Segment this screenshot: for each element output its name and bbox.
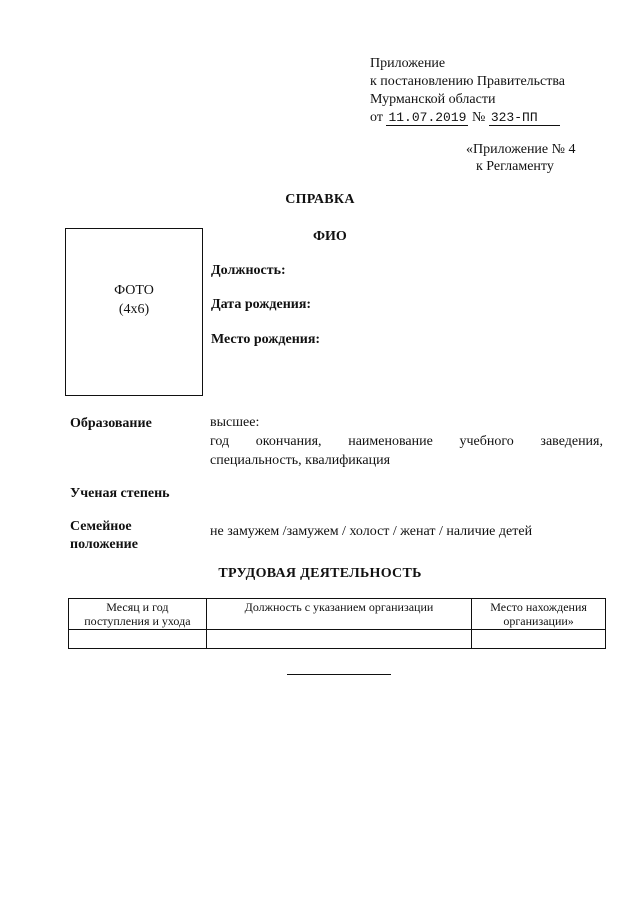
table-row [69, 630, 606, 649]
family-label-line-1: Семейное [70, 519, 132, 534]
header-cell-location: Место нахождения организации» [472, 599, 606, 630]
decree-number: 323-ПП [489, 110, 560, 126]
header-line-2: к постановлению Правительства [370, 74, 566, 89]
header-cell-position: Должность с указанием организации [206, 599, 471, 630]
education-line-1: высшее: [210, 415, 260, 430]
decree-date: 11.07.2019 [388, 110, 467, 125]
header-line-1: Приложение [370, 56, 446, 71]
family-label-line-2: положение [70, 537, 138, 552]
position-field-label: Должность: [211, 263, 286, 278]
end-divider [287, 674, 391, 675]
birth-place-field-label: Место рождения: [211, 332, 321, 347]
page-title: СПРАВКА [285, 192, 355, 207]
education-line-2: год окончания, наименование учебного заведения, [210, 434, 603, 449]
table-cell[interactable] [206, 630, 471, 649]
education-label: Образование [70, 416, 152, 431]
fio-heading: ФИО [313, 229, 347, 244]
family-label [70, 518, 138, 554]
education-line-3: специальность, квалификация [210, 453, 391, 468]
education-value [210, 413, 603, 470]
header-cell-period: Месяц и год поступления и ухода [69, 599, 207, 630]
appendix-line-2: к Регламенту [476, 159, 554, 174]
photo-placeholder [65, 228, 203, 396]
from-label: от [370, 110, 383, 125]
document-header [370, 55, 565, 127]
appendix-reference [466, 141, 576, 175]
appendix-line-1: «Приложение № 4 [466, 142, 576, 157]
work-history-table [68, 598, 606, 649]
family-value: не замужем /замужем / холост / женат / наличие детей [210, 524, 533, 539]
table-cell[interactable] [69, 630, 207, 649]
number-label: № [471, 110, 486, 125]
header-line-4 [370, 109, 565, 127]
birth-date-field-label: Дата рождения: [211, 297, 312, 312]
degree-label: Ученая степень [70, 486, 170, 501]
table-header-row [69, 599, 606, 630]
work-history-title: ТРУДОВАЯ ДЕЯТЕЛЬНОСТЬ [218, 566, 422, 581]
photo-size: (4x6) [118, 302, 150, 317]
header-line-3: Мурманской области [370, 92, 496, 107]
table-cell[interactable] [472, 630, 606, 649]
photo-label: ФОТО [114, 283, 154, 298]
